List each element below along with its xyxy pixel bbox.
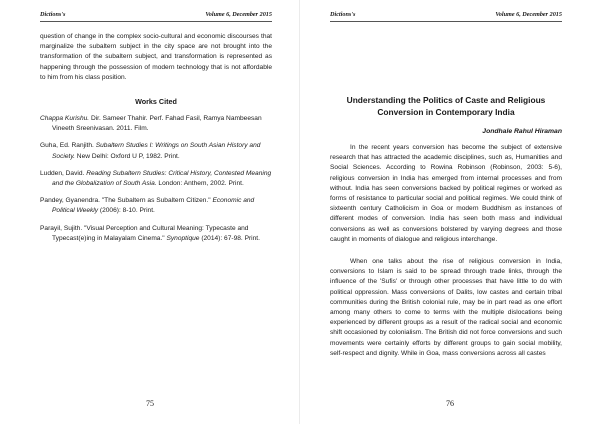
running-header	[40, 8, 272, 20]
citation-list	[40, 114, 272, 244]
citation-entry	[40, 224, 272, 244]
journal-name: Dictions's	[40, 10, 66, 18]
citation-lead: Parayil, Sujith. "Visual Perception and Cultural Meaning: Typecaste and Typecast(e)ing in Malayalam Cinema."	[40, 224, 249, 242]
page-number: 75	[146, 399, 154, 408]
citation-lead: Ludden, David.	[40, 169, 87, 177]
journal-name: Dictions's	[330, 10, 356, 18]
citation-title: Reading Subaltern Studies: Critical History, Contested Meaning and the Globalization of South Asia.	[52, 169, 272, 188]
left-page-content	[40, 32, 272, 251]
citation-title: Synoptique	[166, 234, 200, 242]
body-paragraph: In the recent years conversion has become the subject of extensive research that has attracted the academic disciplines, such as, Humanities and Social Sciences. According to Rowina Robinson (Robinson, 2003: 5-6), religious conversion in India has emerged from internal processes and from without. India has seen conversions backed by political regimes or worked as forms of resistance to particular social and political regimes. We could think of sixteenth century Catholicism in Goa or modern Buddhism as instances of different modes of conversion. India has seen both mass and individual conversions as well as conversions bolstered by varying degrees and those caught in moments of dialogue and religious interchange.	[330, 144, 562, 243]
citation-title: Chappa Kurishu.	[40, 115, 90, 123]
citation-rest: Dir. Sameer Thahir. Perf. Fahad Fasil, Ramya Nambeesan Vineeth Sreenivasan. 2011. Film.	[52, 115, 262, 133]
header-rule	[40, 21, 272, 22]
citation-lead: Guha, Ed. Ranjith.	[40, 142, 96, 150]
right-page-content	[330, 94, 562, 371]
article-title: Understanding the Politics of Caste and Religious Conversion in Contemporary India	[346, 95, 546, 117]
citation-rest: (2014): 67-98. Print.	[199, 234, 260, 242]
volume-info: Volume 6, December 2015	[205, 10, 272, 18]
article-author: Jondhale Rahul Hiraman	[482, 128, 562, 135]
citation-title: Economic and Political Weekly	[52, 197, 255, 215]
volume-info: Volume 6, December 2015	[495, 10, 562, 18]
body-paragraph: When one talks about the rise of religious conversion in India, conversions to Islam is said to be spread through trade links, through the influence of the 'Sufis' or through other processes that have little to do with political oppression. Mass conversions of Dalits, low castes and certain tribal communities during the British colonial rule, may be in part read as one effort among many others to come to terms with the multiple dislocations being experienced by different groups as a result of the radical social and economic shift occasioned by colonialism. The British did not force conversions and such movements were certainly efforts by different groups to gain social mobility, self-respect and dignity. While in Goa, mass conversions across all castes	[330, 258, 562, 357]
citation-rest: (2006): 8-10. Print.	[98, 207, 155, 215]
header-rule	[330, 21, 562, 22]
running-header	[330, 8, 562, 20]
page-number: 76	[446, 399, 454, 408]
works-cited-heading: Works Cited	[135, 97, 177, 107]
citation-entry	[40, 141, 272, 161]
continuation-paragraph: question of change in the complex socio-cultural and economic discourses that marginalize the subaltern subject in the city space are not brought into the transformation of the subaltern subject, and transformation is represented as happening through the possession of modern technology that is not affordable to him from his class position.	[40, 33, 272, 81]
citation-title: Subaltern Studies I: Writings on South Asian History and Society.	[52, 142, 261, 160]
citation-entry	[40, 114, 272, 134]
right-page	[300, 0, 600, 424]
citation-rest: London: Anthem, 2002. Print.	[156, 180, 244, 188]
citation-entry	[40, 196, 272, 216]
citation-entry	[40, 169, 272, 189]
citation-lead: Pandey, Gyanendra. "The Subaltern as Subaltern Citizen."	[40, 197, 213, 205]
citation-rest: New Delhi: Oxford U P, 1982. Print.	[74, 152, 180, 160]
